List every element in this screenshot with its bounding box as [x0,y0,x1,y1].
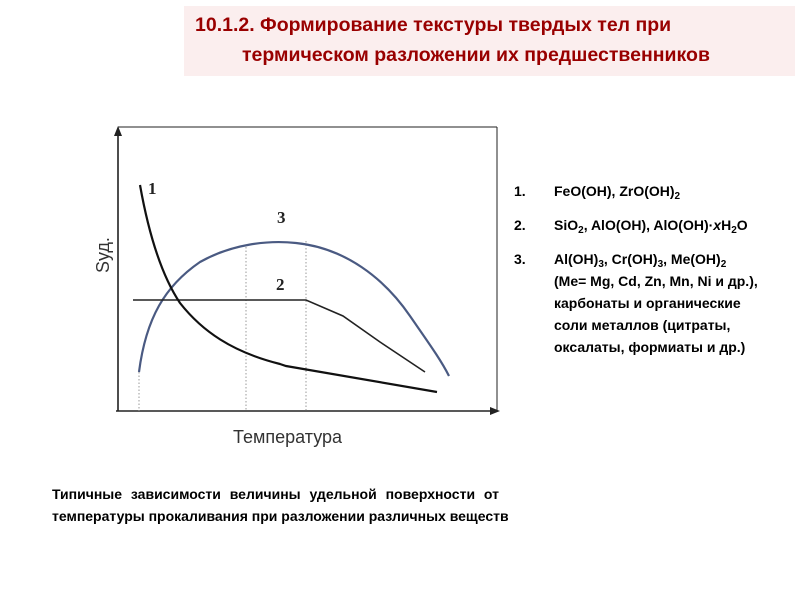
substance-item-1: 1. FeO(OH), $ZrO(OH)_2$ [514,180,796,202]
series-3-label: 3 [277,208,286,227]
figure-caption [52,483,552,527]
series-1-label: 1 [148,179,157,198]
substance-item-number: 3. [514,251,526,267]
substance-item-number: 2. [514,217,526,233]
slide-title-line-2: термическом разложении их предшественников [242,44,710,66]
substance-item-number: 1. [514,183,526,199]
series-2-label: 2 [276,275,285,294]
caption-line-2: температуры прокаливания при разложении различных веществ [52,508,509,524]
substance-item-2: 2. SiO$_2$, AlO(OH), $AlO(OH)\cdot xH_2O$ [514,214,796,236]
caption-line-1: Типичные зависимости величины удельной поверхности от [52,486,499,502]
y-axis-label: Sуд. [93,237,113,273]
series-2-line [133,300,425,372]
series-1-line [140,185,437,392]
x-axis-label: Температура [233,427,343,447]
x-axis-arrow [490,407,500,415]
substance-item-3: 3. $Al(OH)_3$, $Cr(OH)_3$, $Me(OH)_2$ (Me= Mg, Cd, Zn, Mn, Ni и др.), карбонаты и органические соли металлов (цитраты, оксалаты, формиаты и др.) [514,248,796,358]
slide-title-line-1: 10.1.2. Формирование текстуры твердых тел при [195,14,672,36]
substance-list [514,180,796,370]
